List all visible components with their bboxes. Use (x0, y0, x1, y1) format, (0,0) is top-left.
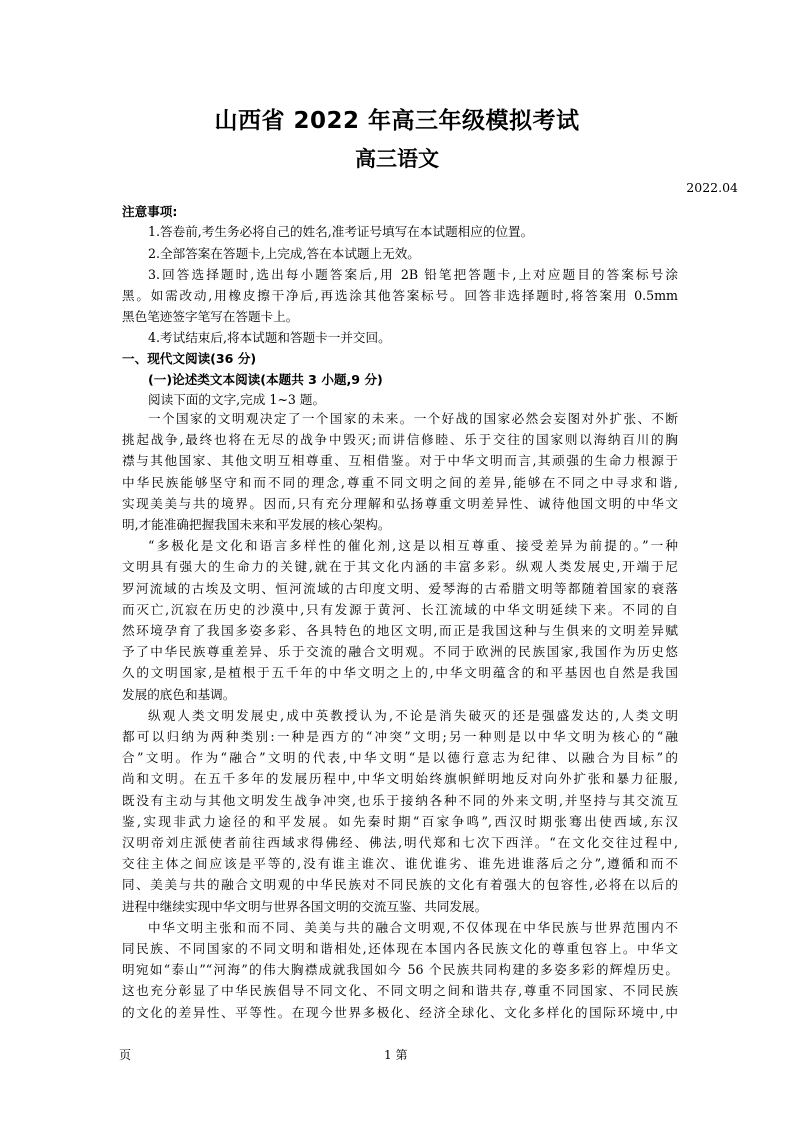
passage-line: 中华民族能够坚守和而不同的理念,尊重不同文明之间的差异,能够在不同之中寻求和谐, (122, 474, 678, 490)
passage-line: 一个国家的文明观决定了一个国家的未来。一个好战的国家必然会妄图对外扩张、不断 (148, 411, 678, 426)
passage-line: 文明具有强大的生命力的关键,就在于其文化内涵的丰富多彩。纵观人类发展史,开端于尼 (122, 559, 678, 575)
passage-line: 都可以归纳为两种类别:一种是西方的“冲突”文明;另一种则是以中华文明为核心的“融 (122, 729, 678, 744)
footer-page-number: 1 第 (384, 1048, 408, 1062)
passage-line: 久的文明国家,是植根于五千年的中华文明之上的,中华文明蕴含的和平基因也自然是我国 (122, 665, 678, 681)
passage-line: 挑起战争,最终也将在无尽的战争中毁灭;而讲信修睦、乐于交往的国家则以海纳百川的胸 (122, 432, 678, 448)
passage-line: 罗河流域的古埃及文明、恒河流域的古印度文明、爱琴海的古希腊文明等都随着国家的衰落 (122, 580, 678, 596)
section-heading: 一、现代文阅读(36 分) (122, 351, 257, 366)
passage-line: 既没有主动与其他文明发生战争冲突,也乐于接纳各种不同的外来文明,并坚持与其交流互 (122, 792, 678, 808)
passage-line: 同、美美与共的融合文明观的中华民族对不同民族的文化有着强大的包容性,必将在以后的 (122, 877, 678, 893)
footer-page-label: 页 (119, 1048, 132, 1062)
passage-line: 进程中继续实现中华文明与世界各国文明的交流互鉴、共同发展。 (122, 898, 488, 914)
notice-heading: 注意事项: (122, 204, 178, 219)
passage-line: 尚和文明。在五千多年的发展历程中,中华文明始终旗帜鲜明地反对向外扩张和暴力征服, (122, 771, 678, 787)
passage-line: “多极化是文化和语言多样性的催化剂,这是以相互尊重、接受差异为前提的。”一种 (148, 538, 678, 554)
subject-title: 高三语文 (355, 147, 439, 171)
passage-line: 纵观人类文明发展史,成中英教授认为,不论是消失破灭的还是强盛发达的,人类文明 (148, 707, 678, 723)
passage-line: 明,才能准确把握我国未来和平发展的核心架构。 (122, 517, 391, 532)
passage-line: 而灭亡,沉寂在历史的沙漠中,只有发源于黄河、长江流域的中华文明延续下来。不同的自 (122, 601, 678, 617)
notice-item: 1.答卷前,考生务必将自己的姓名,准考证号填写在本试题相应的位置。 (148, 224, 534, 239)
passage-line: 予了中华民族尊重差异、乐于交流的融合文明观。不同于欧洲的民族国家,我国作为历史悠 (122, 644, 678, 660)
notice-item: 2.全部答案在答题卡,上完成,答在本试题上无效。 (148, 246, 420, 261)
notice-item: 黑色笔迹签字笔写在答题卡上。 (122, 309, 299, 324)
notice-item: 黑。如需改动,用橡皮擦干净后,再选涂其他答案标号。回答非选择题时,将答案用 0.5mm (122, 288, 678, 303)
passage-line: 这也充分彰显了中华民族倡导不同文化、不同文明之间和谐共存,尊重不同国家、不同民族 (122, 983, 678, 999)
passage-line: 明宛如“泰山”“河海”的伟大胸襟成就我国如今 56 个民族共同构建的多姿多彩的辉煌历史。 (122, 962, 678, 978)
passage-line: 中华文明主张和而不同、美美与共的融合文明观,不仅体现在中华民族与世界范围内不 (148, 919, 678, 935)
passage-line: 发展的底色和基调。 (122, 686, 236, 702)
passage-line: 合”文明。作为“融合”文明的代表,中华文明“是以德行意志为纪律、以融合为目标”的 (122, 750, 678, 766)
subsection-heading: (一)论述类文本阅读(本题共 3 小题,9 分) (148, 372, 383, 387)
passage-line: 实现美美与共的境界。因而,只有充分理解和弘扬尊重文明差异性、诚待他国文明的中华文 (122, 495, 678, 511)
passage-line: 交往主体之间应该是平等的,没有谁主谁次、谁优谁劣、谁先进谁落后之分”,遵循和而不 (122, 856, 678, 872)
exam-title: 山西省 2022 年高三年级模拟考试 (214, 108, 580, 134)
passage-line: 鉴,实现非武力途径的和平发展。如先秦时期“百家争鸣”,西汉时期张骞出使西域,东汉 (122, 813, 678, 829)
notice-item: 3.回答选择题时,选出每小题答案后,用 2B 铅笔把答题卡,上对应题目的答案标号涂 (148, 267, 678, 282)
passage-line: 襟与其他国家、其他文明互相尊重、互相借鉴。对于中华文明而言,其顽强的生命力根源于 (122, 453, 678, 469)
reading-instruction: 阅读下面的文字,完成 1~3 题。 (148, 392, 326, 407)
passage-line: 然环境孕育了我国多姿多彩、各具特色的地区文明,而正是我国这种与生俱来的文明差异赋 (122, 623, 678, 638)
passage-line: 的文化的差异性、平等性。在现今世界多极化、经济全球化、文化多样化的国际环境中,中 (122, 1004, 678, 1020)
passage-line: 汉明帝刘庄派使者前往西域求得佛经、佛法,明代郑和七次下西洋。“在文化交往过程中, (122, 835, 678, 850)
notice-item: 4.考试结束后,将本试题和答题卡一并交回。 (148, 330, 391, 345)
passage-line: 同民族、不同国家的不同文明和谐相处,还体现在本国内各民族文化的尊重包容上。中华文 (122, 941, 678, 956)
exam-date: 2022.04 (686, 180, 738, 195)
